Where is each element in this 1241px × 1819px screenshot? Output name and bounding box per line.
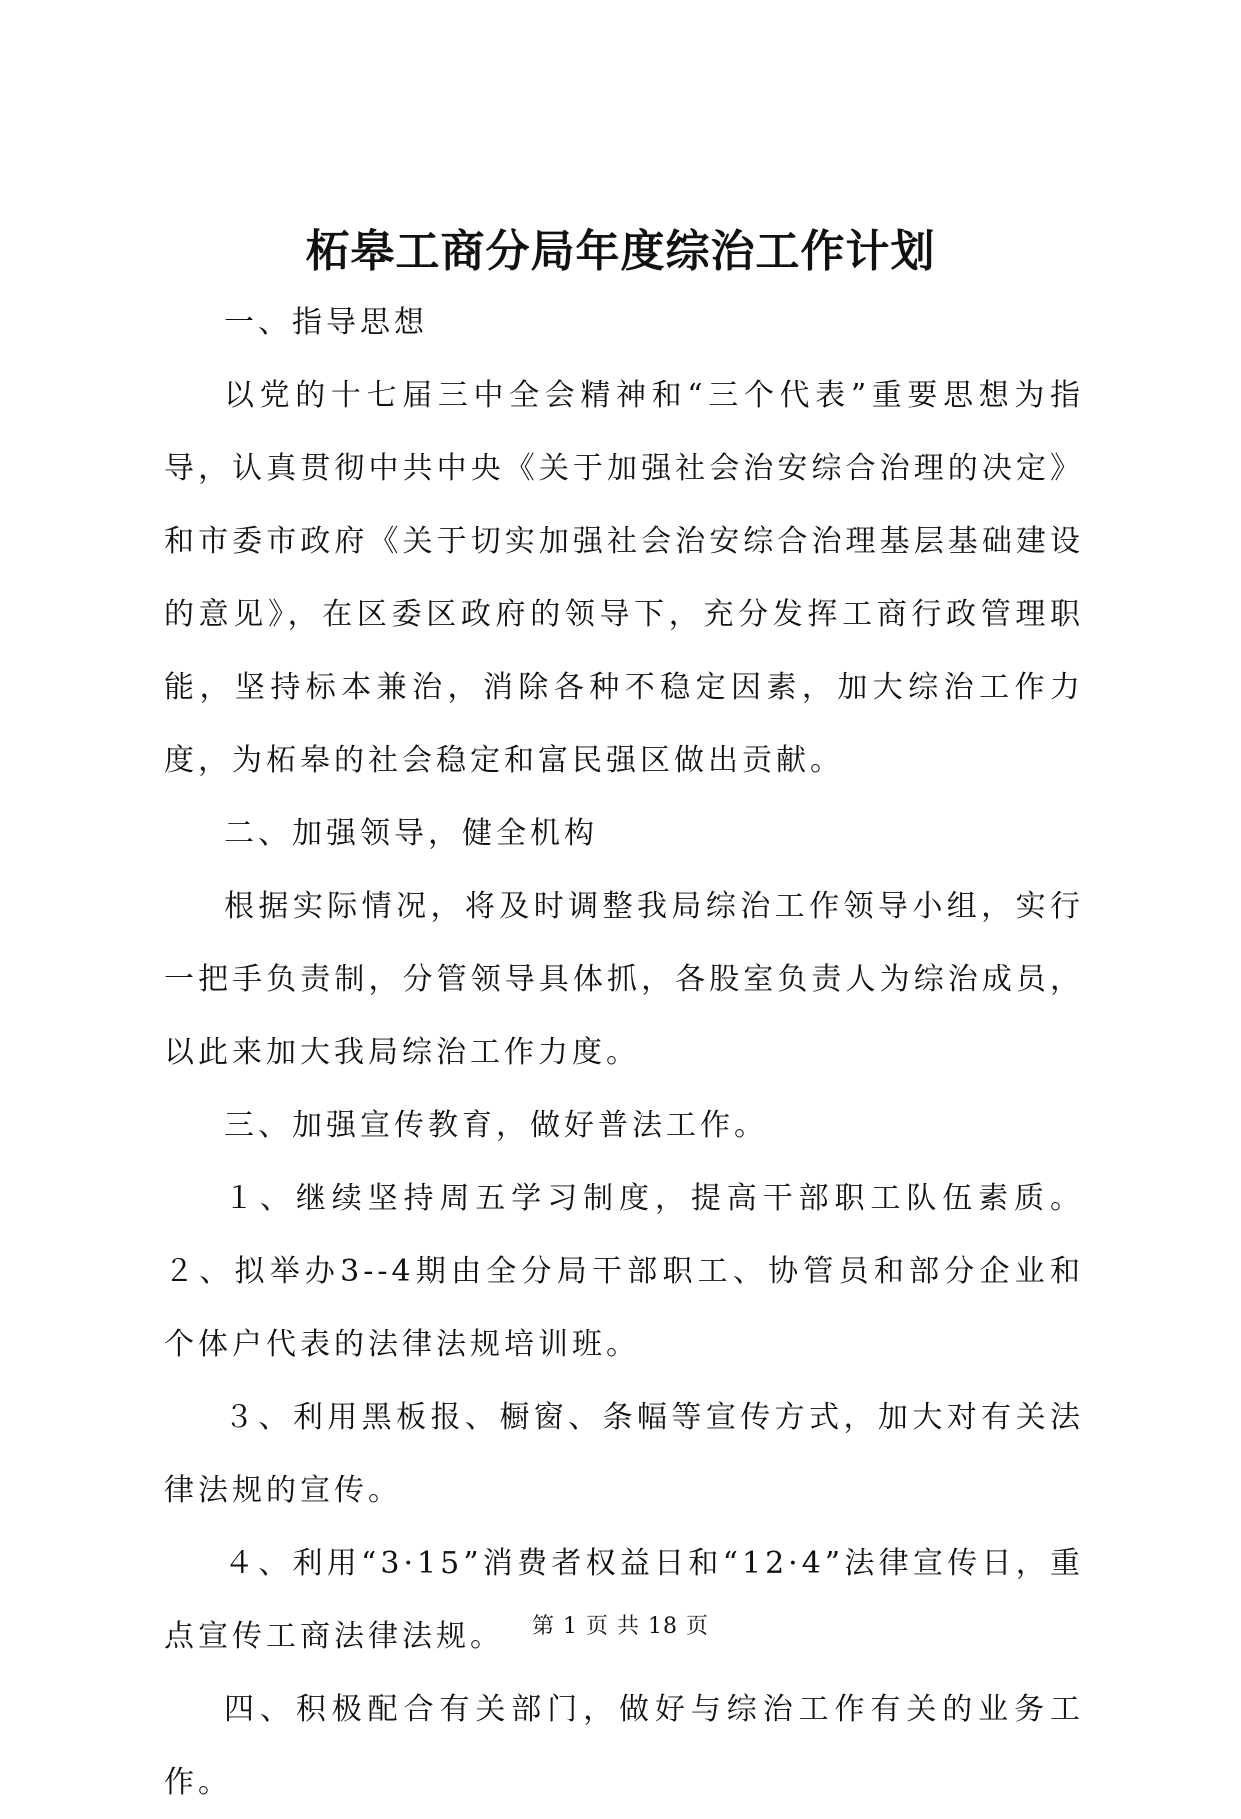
document-title: 柘皋工商分局年度综治工作计划 [305,226,936,277]
paragraph-guiding-ideology: 以党的十七届三中全会精神和“三个代表”重要思想为指导，认真贯彻中共中央《关于加强社会治安综合治理的决定》和市委市政府《关于切实加强社会治安综合治理基层基础建设的意见》，在区委区政府的领导下，充分发挥工商行政管理职能，坚持标本兼治，消除各种不稳定因素，加大综治工作力度，为柘皋的社会稳定和富民强区做出贡献。 [164,378,1084,778]
heading-guiding-ideology: 一、指导思想 [224,305,428,340]
page-footer: 第 1 页 共 18 页 [532,1614,709,1639]
paragraph-item-3: ３、利用黑板报、橱窗、条幅等宣传方式，加大对有关法律法规的宣传。 [164,1400,1084,1508]
paragraph-leadership: 根据实际情况，将及时调整我局综治工作领导小组，实行一把手负责制，分管领导具体抓，各股室负责人为综治成员，以此来加大我局综治工作力度。 [164,889,1084,1070]
paragraph-item-1-2: １、继续坚持周五学习制度，提高干部职工队伍素质。２、拟举办3--4期由全分局干部职工、协管员和部分企业和个体户代表的法律法规培训班。 [164,1181,1084,1362]
heading-leadership: 二、加强领导，健全机构 [224,816,598,851]
heading-publicity-education: 三、加强宣传教育，做好普法工作。 [224,1108,768,1143]
document-body [164,286,1084,1819]
heading-cooperation: 四、积极配合有关部门，做好与综治工作有关的业务工作。 [164,1692,1084,1800]
paragraph-item-4: ４、利用“3·15”消费者权益日和“12·4”法律宣传日，重点宣传工商法律法规。 [164,1546,1084,1654]
